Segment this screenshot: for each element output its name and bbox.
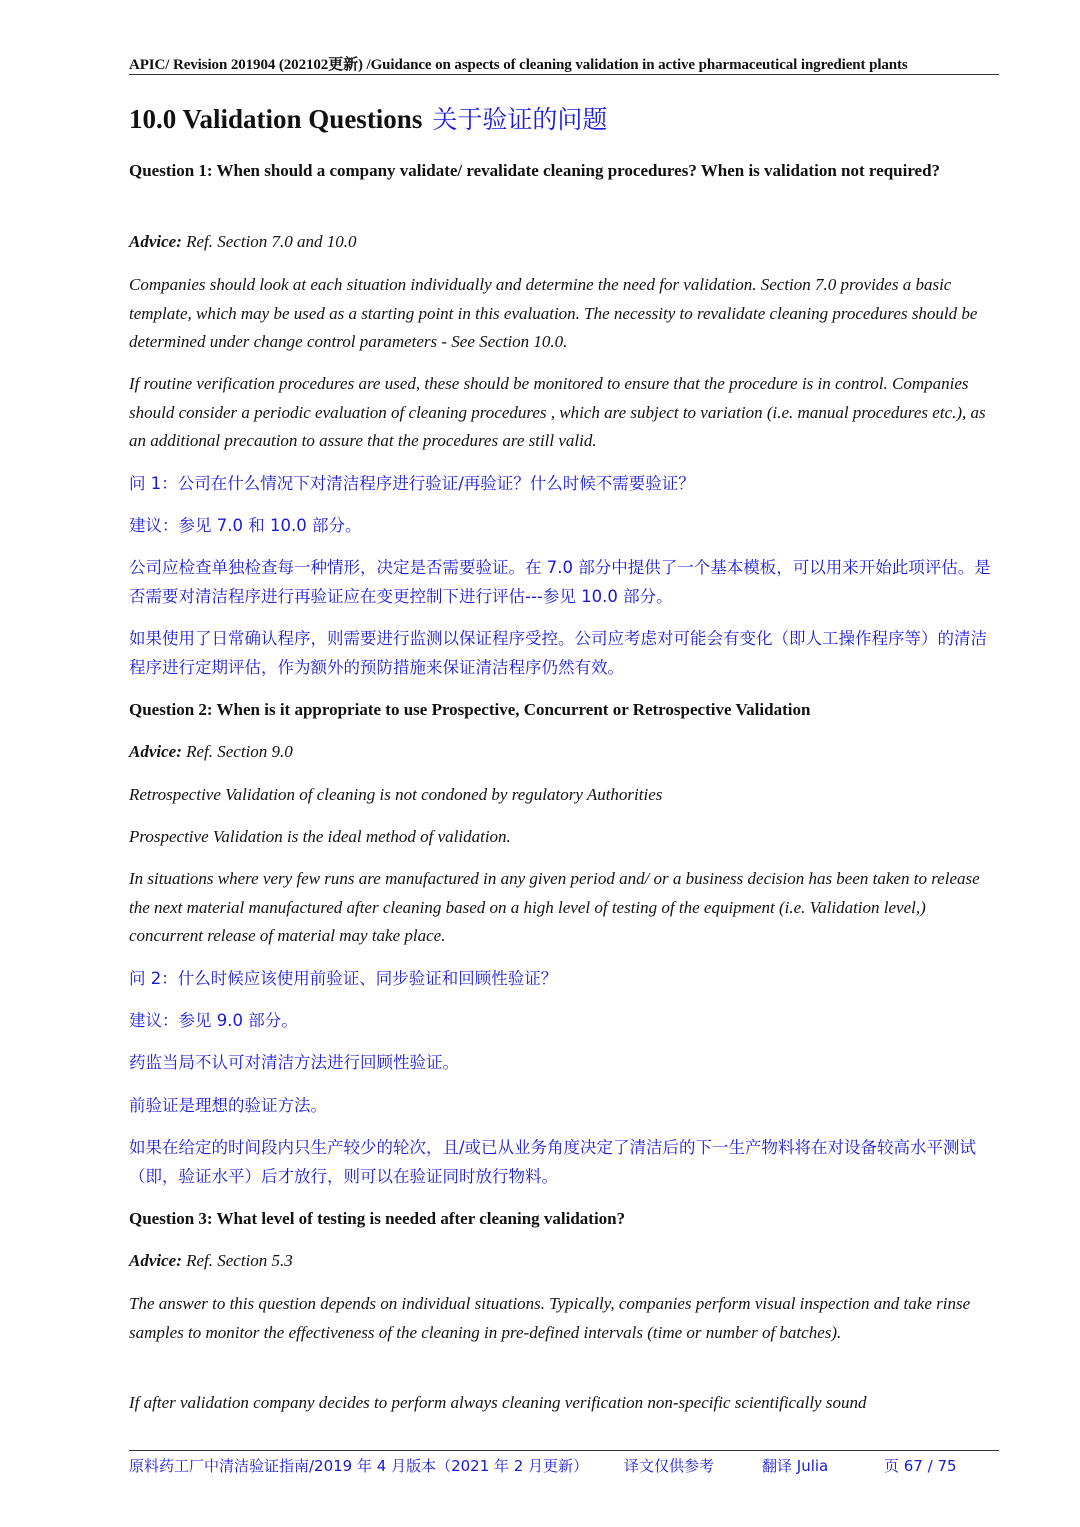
footer-rule [129,1450,999,1451]
question-1-paragraph-en-2: If routine verification procedures are used, these should be monitored to ensure that the procedure is in control. Companies should consider a periodic evaluation of cleaning procedures , which are subject to variation (i.e. manual procedures etc.), as an additional precaution to assure that the procedures are still valid. [129,374,986,450]
footer-disclaimer: 译文仅供参考 [624,1457,715,1475]
advice-ref: Ref. Section 7.0 and 10.0 [181,232,357,251]
question-1-en: Question 1: When should a company validate/ revalidate cleaning procedures? When is validation not required? [129,161,941,180]
question-1-paragraph-zh-1: 公司应检查单独检查每一种情形，决定是否需要验证。在 7.0 部分中提供了一个基本模板，可以用来开始此项评估。是否需要对清洁程序进行再验证应在变更控制下进行评估---参见 10.0 部分。 [129,558,991,606]
section-title-zh: 关于验证的问题 [432,105,608,134]
question-2-en: Question 2: When is it appropriate to use Prospective, Concurrent or Retrospective Validation [129,700,811,719]
question-3-paragraph-en-2: If after validation company decides to perform always cleaning verification non-specific scientifically sound [129,1393,867,1412]
advice-ref: Ref. Section 5.3 [181,1251,293,1270]
running-header: APIC/ Revision 201904 (202102更新) /Guidance on aspects of cleaning validation in active pharmaceutical ingredient plants [129,57,908,73]
question-2-paragraph-en-3: In situations where very few runs are manufactured in any given period and/ or a business decision has been taken to release the next material manufactured after cleaning based on a high level of testing of the equipment (i.e. Validation level,) concurrent release of material may take place. [129,869,980,945]
advice-label: Advice: [129,1251,182,1270]
footer-translator: 翻译 Julia [762,1457,829,1475]
footer-page-number: 页 67 / 75 [884,1457,957,1475]
question-2-paragraph-zh-3: 如果在给定的时间段内只生产较少的轮次，且/或已从业务角度决定了清洁后的下一生产物料将在对设备较高水平测试（即，验证水平）后才放行，则可以在验证同时放行物料。 [129,1138,977,1186]
advice-label: Advice: [129,742,182,761]
question-1-zh: 问 1：公司在什么情况下对清洁程序进行验证/再验证？什么时候不需要验证？ [129,474,695,493]
question-3-advice [129,1247,999,1276]
section-title-en: 10.0 Validation Questions [129,104,423,134]
section-title [129,100,607,136]
question-3-en: Question 3: What level of testing is needed after cleaning validation? [129,1209,626,1228]
question-2-paragraph-en-2: Prospective Validation is the ideal method of validation. [129,827,511,846]
question-1-advice-zh: 建议：参见 7.0 和 10.0 部分。 [129,516,362,535]
question-2-advice [129,738,999,767]
question-1-advice [129,228,999,257]
question-2-advice-zh: 建议：参见 9.0 部分。 [129,1011,298,1030]
question-2-paragraph-zh-2: 前验证是理想的验证方法。 [129,1096,327,1115]
question-1-paragraph-zh-2: 如果使用了日常确认程序，则需要进行监测以保证程序受控。公司应考虑对可能会有变化（即人工操作程序等）的清洁程序进行定期评估，作为额外的预防措施来保证清洁程序仍然有效。 [129,629,987,677]
question-2-zh: 问 2：什么时候应该使用前验证、同步验证和回顾性验证？ [129,969,558,988]
advice-ref: Ref. Section 9.0 [181,742,293,761]
question-3-paragraph-en-1: The answer to this question depends on individual situations. Typically, companies perform visual inspection and take rinse samples to monitor the effectiveness of the cleaning in pre-defined intervals (time or number of batches). [129,1294,971,1342]
question-2-paragraph-en-1: Retrospective Validation of cleaning is not condoned by regulatory Authorities [129,785,663,804]
advice-label: Advice: [129,232,182,251]
footer-doc-title: 原料药工厂中清洁验证指南/2019 年 4 月版本（2021 年 2 月更新） [129,1457,589,1475]
header-rule [129,74,999,75]
question-2-paragraph-zh-1: 药监当局不认可对清洁方法进行回顾性验证。 [129,1053,459,1072]
question-1-paragraph-en-1: Companies should look at each situation individually and determine the need for validation. Section 7.0 provides a basic template, which may be used as a starting point in this evaluation. The necessity to revalidate cleaning procedures should be determined under change control parameters - See Section 10.0. [129,275,978,351]
